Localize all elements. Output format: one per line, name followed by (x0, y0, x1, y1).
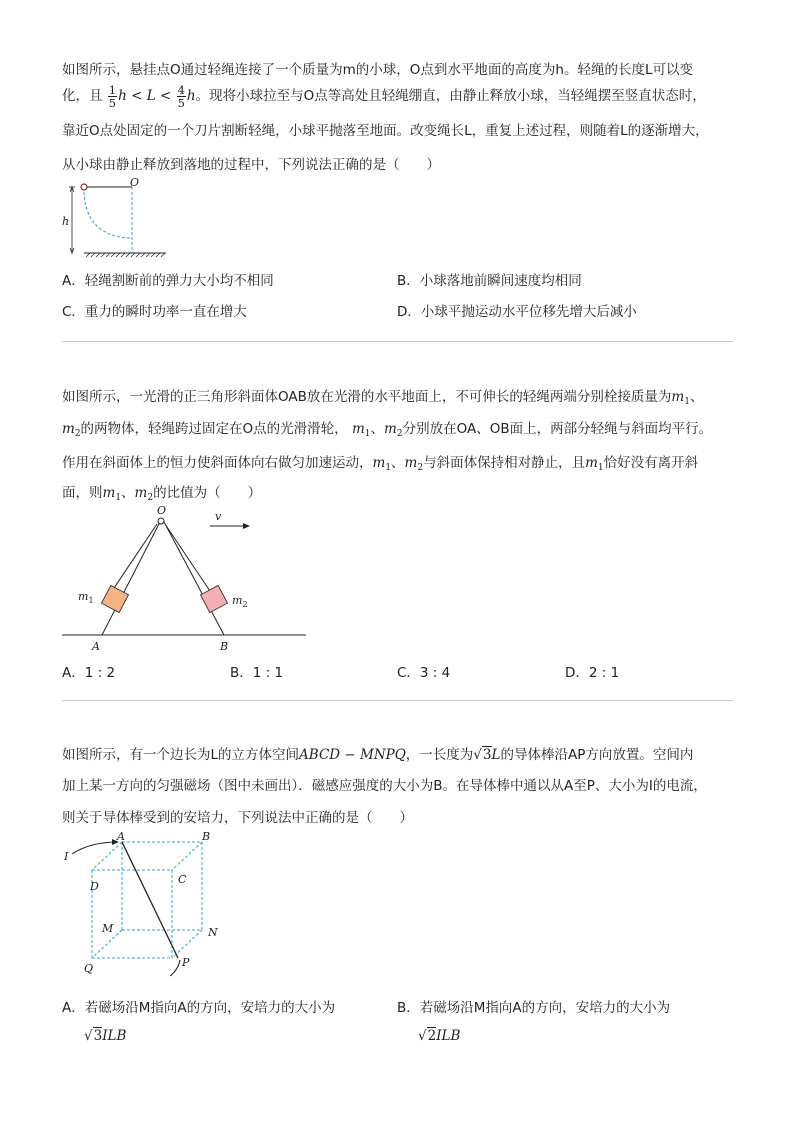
q1-ground-hatch (86, 253, 165, 257)
q1-option-d[interactable]: D．小球平抛运动水平位移先增大后减小 (397, 304, 637, 320)
q3-option-b[interactable]: B．若磁场沿M指向A的方向，安培力的大小为 (397, 1000, 671, 1016)
q1-option-b[interactable]: B．小球落地前瞬间速度均相同 (397, 273, 582, 289)
q3-label-D: D (90, 880, 99, 893)
q2-label-O: O (157, 504, 167, 517)
q2-label-v: v (215, 510, 222, 523)
q1-option-c[interactable]: C．重力的瞬时功率一直在增大 (62, 304, 247, 320)
q3-label-A: A (117, 830, 125, 843)
q1-frac2-den: 5 (177, 95, 185, 110)
q3-cube-name: ABCD − MNPQ (299, 747, 406, 763)
q2-stem-line1-pre: 如图所示，一光滑的正三角形斜面体OAB放在光滑的水平地面上，不可伸长的轻绳两端分别栓接质量为 (62, 389, 672, 405)
q3-label-Q: Q (84, 962, 94, 975)
q2-stem-line4: 面，则$m_1$、$m_2$的比值为（ ） (62, 485, 262, 503)
q2-label-A: A (92, 640, 100, 653)
q3-stem-line2: 加上某一方向的匀强磁场（图中未画出）．磁感应强度的大小为B。在导体棒中通以从A至P、大小为I的电流， (62, 778, 707, 794)
q2-stem-line2: $m_2$的两物体，轻绳跨过固定在O点的光滑滑轮， $m_1$、$m_2$分别放在OA、OB面上，两部分轻绳与斜面均平行。 (62, 421, 713, 439)
q1-stem-line3: 靠近O点处固定的一个刀片割断轻绳，小球平抛落至地面。改变绳长L，重复上述过程，则随着L的逐渐增大， (62, 123, 709, 139)
q1-fraction-1-5 (108, 84, 117, 109)
q1-pendulum-figure (60, 178, 170, 263)
q1-ball-icon (81, 184, 87, 190)
q3-cube-figure (60, 828, 230, 978)
q3-current-in-arrow (72, 842, 118, 854)
separator-2 (62, 700, 733, 701)
q2-m1: $m_1$ (671, 389, 690, 407)
q1-inequality-mid: h < L < (118, 88, 172, 104)
q1-label-O: O (130, 176, 140, 189)
q3-label-B: B (202, 830, 211, 843)
q1-frac2-num: 4 (177, 82, 185, 97)
q2-block-m1 (101, 585, 128, 612)
q3-current-out-arrow (170, 960, 180, 976)
q2-m2: $m_2$ (62, 421, 81, 439)
q3-option-b-value: √2ILB (418, 1028, 461, 1044)
q2-label-m2: $m_2$ (232, 594, 248, 609)
q1-frac1-num: 1 (108, 82, 117, 97)
q2-option-a[interactable]: A．1 : 2 (62, 665, 116, 681)
q3-option-a[interactable]: A．若磁场沿M指向A的方向，安培力的大小为 (62, 1000, 336, 1016)
q3-sqrt3-length: √3 (473, 747, 492, 763)
q2-label-B: B (220, 640, 229, 653)
q1-stem-line1: 如图所示，悬挂点O通过轻绳连接了一个质量为m的小球，O点到水平地面的高度为h。轻绳的长度L可以变 (62, 62, 693, 78)
q3-conductor-rod (122, 842, 178, 958)
q3-label-I: I (64, 850, 69, 863)
q2-rope-left (108, 524, 157, 597)
q1-frac1-den: 5 (108, 95, 117, 110)
q2-incline-OA (102, 520, 161, 635)
q2-label-m1: $m_1$ (78, 590, 94, 605)
q3-label-M: M (102, 922, 114, 935)
q2-option-b[interactable]: B．1 : 1 (230, 665, 284, 681)
q1-swing-arc (84, 192, 130, 238)
q3-label-N: N (208, 926, 218, 939)
q2-stem-line3: 作用在斜面体上的恒力使斜面体向右做匀加速运动，$m_1$、$m_2$与斜面体保持相对静止，且$m_1$恰好没有离开斜 (62, 455, 699, 473)
q2-rope-right (165, 524, 214, 597)
q2-pulley-icon (158, 518, 164, 524)
q1-stem-line4: 从小球由静止释放到落地的过程中，下列说法正确的是（ ） (62, 157, 440, 173)
q3-label-P: P (182, 956, 190, 969)
q2-incline-figure (60, 502, 310, 652)
q2-option-c[interactable]: C．3 : 4 (397, 665, 451, 681)
q1-option-a[interactable]: A．轻绳割断前的弹力大小均不相同 (62, 273, 274, 289)
q2-incline-OB (163, 520, 224, 635)
q3-option-a-value: √3ILB (84, 1028, 127, 1044)
q3-label-C: C (178, 873, 187, 886)
q1-stem-line2-pre: 化，且 (62, 88, 103, 104)
q2-block-m2 (200, 585, 227, 612)
q3-stem-line3: 则关于导体棒受到的安培力，下列说法中正确的是（ ） (62, 810, 413, 826)
separator-1 (62, 341, 733, 342)
q1-fraction-4-5 (177, 84, 186, 109)
q1-stem-line2 (62, 82, 706, 110)
q2-option-d[interactable]: D．2 : 1 (565, 665, 620, 681)
q3-stem-line1: 如图所示，有一个边长为L的立方体空间ABCD − MNPQ，一长度为√3L的导体棒沿AP方向放置。空间内 (62, 747, 694, 763)
q2-stem-line1: 如图所示，一光滑的正三角形斜面体OAB放在光滑的水平地面上，不可伸长的轻绳两端分别栓接质量为$m_1$、 (62, 389, 704, 407)
q1-inequality-end: h (186, 88, 196, 104)
q1-stem-line2-post: 。现将小球拉至与O点等高处且轻绳绷直，由静止释放小球，当轻绳摆至竖直状态时， (195, 88, 706, 104)
q1-label-h: h (62, 215, 70, 228)
